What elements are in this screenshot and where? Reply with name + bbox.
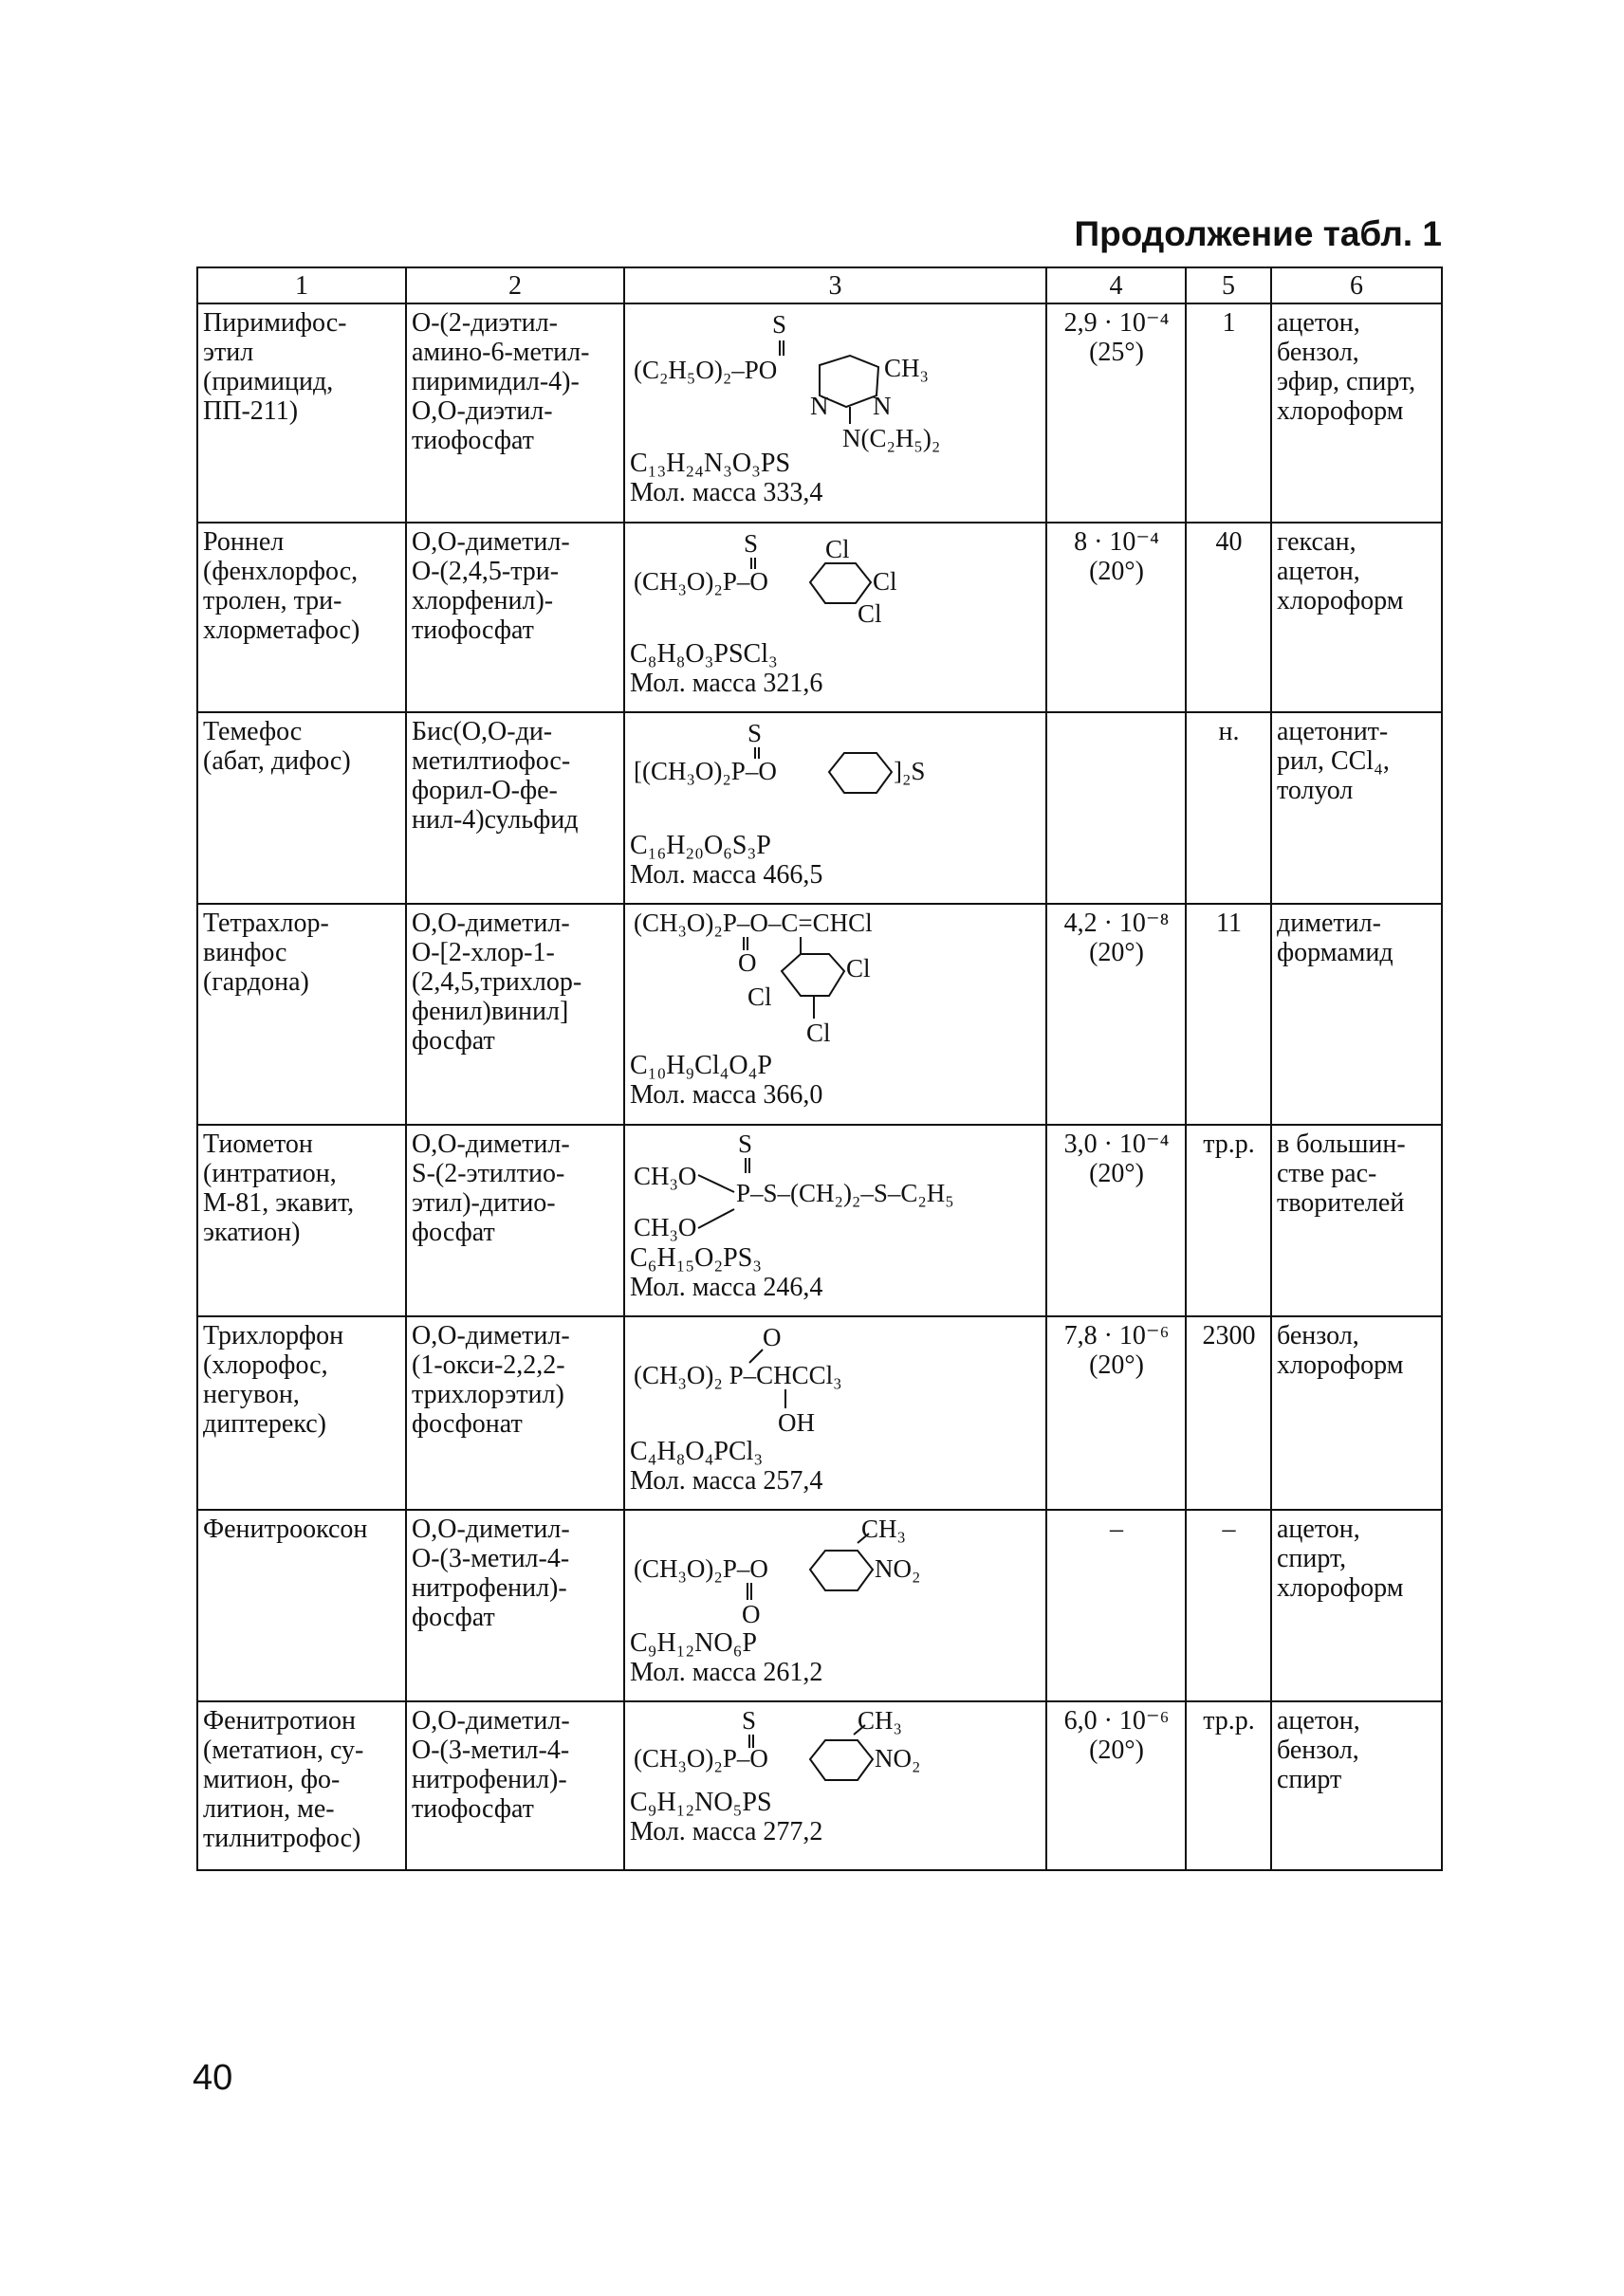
- molecular-mass: Мол. масса 246,4: [630, 1272, 823, 1302]
- svg-text:CH₃O: CH₃O: [634, 1212, 697, 1241]
- pesticide-name: Пиримифос- этил (примицид, ПП-211): [197, 303, 406, 523]
- water-solubility: 2300: [1186, 1316, 1271, 1510]
- svg-text:(CH₃O)₂P–O: (CH₃O)₂P–O: [634, 566, 768, 596]
- vapor-pressure: 4,2 · 10⁻⁸ (20°): [1046, 904, 1186, 1125]
- water-solubility: тр.р.: [1186, 1701, 1271, 1870]
- vapor-pressure: 8 · 10⁻⁴ (20°): [1046, 523, 1186, 712]
- svg-text:N(C₂H₅)₂: N(C₂H₅)₂: [842, 424, 941, 452]
- structure-cell: [624, 1316, 1046, 1510]
- svg-text:Cl: Cl: [873, 566, 897, 596]
- molecular-formula: C₄H₈O₄PCl₃: [630, 1436, 764, 1466]
- water-solubility: тр.р.: [1186, 1125, 1271, 1316]
- structural-formula: [630, 1706, 1042, 1788]
- structural-formula: [630, 909, 1042, 1051]
- table-row: [197, 303, 1442, 523]
- solvents: ацетонит- рил, CCl₄, толуол: [1271, 712, 1442, 904]
- svg-text:N: N: [873, 392, 892, 420]
- svg-text:(CH₃O)₂P–O–C=CHCl: (CH₃O)₂P–O–C=CHCl: [634, 909, 873, 937]
- svg-text:CH₃: CH₃: [884, 354, 929, 382]
- table-row: [197, 1316, 1442, 1510]
- molecular-mass: Мол. масса 277,2: [630, 1817, 823, 1847]
- vapor-pressure: 6,0 · 10⁻⁶ (20°): [1046, 1701, 1186, 1870]
- pesticide-table: [196, 266, 1443, 1871]
- water-solubility: –: [1186, 1510, 1271, 1701]
- structural-formula: [630, 308, 1042, 452]
- chemical-name: О,О-диметил- О-(2,4,5-три- хлорфенил)- тиофосфат: [406, 523, 624, 712]
- molecular-formula: C₁₆H₂₀O₆S₃P: [630, 830, 771, 860]
- solvents: диметил- формамид: [1271, 904, 1442, 1125]
- chemical-name: Бис(О,О-ди- метилтиофос- форил-О-фе- нил-4)сульфид: [406, 712, 624, 904]
- table-row: [197, 1125, 1442, 1316]
- column-header: 5: [1186, 267, 1271, 303]
- pesticide-name: Фенитротион (метатион, су- митион, фо- литион, ме- тилнитрофос): [197, 1701, 406, 1870]
- chemical-name: О-(2-диэтил- амино-6-метил- пиримидил-4)- О,О-диэтил- тиофосфат: [406, 303, 624, 523]
- solvents: ацетон, спирт, хлороформ: [1271, 1510, 1442, 1701]
- structure-cell: [624, 1125, 1046, 1316]
- molecular-mass: Мол. масса 257,4: [630, 1465, 823, 1496]
- structural-formula: [630, 1321, 1042, 1437]
- molecular-mass: Мол. масса 366,0: [630, 1080, 823, 1110]
- molecular-formula: C₁₃H₂₄N₃O₃PS: [630, 449, 791, 478]
- svg-text:O: O: [742, 1600, 761, 1629]
- column-header: 4: [1046, 267, 1186, 303]
- table-row: [197, 1510, 1442, 1701]
- molecular-mass: Мол. масса 261,2: [630, 1658, 823, 1688]
- vapor-pressure: 2,9 · 10⁻⁴ (25°): [1046, 303, 1186, 523]
- table-row: [197, 904, 1442, 1125]
- page-number: 40: [193, 2058, 233, 2098]
- chemical-name: О,О-диметил- S-(2-этилтио- этил)-дитио- фосфат: [406, 1125, 624, 1316]
- svg-text:(C₂H₅O)₂–PO: (C₂H₅O)₂–PO: [634, 356, 778, 384]
- structure-cell: [624, 303, 1046, 523]
- solvents: гексан, ацетон, хлороформ: [1271, 523, 1442, 712]
- water-solubility: 1: [1186, 303, 1271, 523]
- vapor-pressure: 7,8 · 10⁻⁶ (20°): [1046, 1316, 1186, 1510]
- structural-formula: [630, 717, 1042, 831]
- svg-text:P–S–(CH₂)₂–S–C₂H₅: P–S–(CH₂)₂–S–C₂H₅: [736, 1178, 954, 1207]
- svg-text:OH: OH: [778, 1407, 815, 1437]
- molecular-mass: Мол. масса 466,5: [630, 859, 823, 890]
- chemical-name: О,О-диметил- (1-окси-2,2,2- трихлорэтил) фосфонат: [406, 1316, 624, 1510]
- chemical-name: О,О-диметил- О-[2-хлор-1- (2,4,5,трихлор- фенил)винил] фосфат: [406, 904, 624, 1125]
- svg-text:S: S: [772, 310, 787, 339]
- solvents: ацетон, бензол, спирт: [1271, 1701, 1442, 1870]
- svg-text:S: S: [744, 528, 759, 558]
- svg-text:Cl: Cl: [858, 598, 882, 628]
- pesticide-name: Тетрахлор- винфос (гардона): [197, 904, 406, 1125]
- structure-cell: [624, 1510, 1046, 1701]
- structure-cell: [624, 1701, 1046, 1870]
- pesticide-name: Темефос (абат, дифос): [197, 712, 406, 904]
- svg-text:Cl: Cl: [806, 1019, 831, 1047]
- column-header: 1: [197, 267, 406, 303]
- vapor-pressure: –: [1046, 1510, 1186, 1701]
- table-row: [197, 1701, 1442, 1870]
- molecular-mass: Мол. масса 321,6: [630, 668, 823, 698]
- svg-text:Cl: Cl: [825, 534, 850, 563]
- svg-text:NO₂: NO₂: [875, 1744, 921, 1773]
- structural-formula: [630, 1130, 1042, 1243]
- svg-text:S: S: [747, 718, 763, 747]
- svg-text:N: N: [810, 392, 829, 420]
- pesticide-name: Трихлорфон (хлорофос, негувон, диптерекс): [197, 1316, 406, 1510]
- water-solubility: 11: [1186, 904, 1271, 1125]
- svg-text:S: S: [742, 1706, 757, 1736]
- structural-formula: [630, 1515, 1042, 1628]
- molecular-formula: C₁₀H₉Cl₄O₄P: [630, 1051, 772, 1080]
- table-caption: Продолжение табл. 1: [1074, 214, 1442, 253]
- molecular-formula: C₉H₁₂NO₅PS: [630, 1788, 772, 1818]
- water-solubility: 40: [1186, 523, 1271, 712]
- structural-formula: [630, 527, 1042, 639]
- solvents: бензол, хлороформ: [1271, 1316, 1442, 1510]
- svg-text:CH₃: CH₃: [858, 1706, 902, 1736]
- header-row: [197, 267, 1442, 303]
- svg-text:Cl: Cl: [747, 983, 772, 1011]
- svg-text:]₂S: ]₂S: [894, 756, 926, 785]
- svg-text:[(CH₃O)₂P–O: [(CH₃O)₂P–O: [634, 756, 777, 785]
- svg-text:O: O: [763, 1322, 782, 1351]
- structure-cell: [624, 523, 1046, 712]
- table-row: [197, 712, 1442, 904]
- svg-text:O: O: [738, 948, 757, 977]
- svg-text:(CH₃O)₂P–O: (CH₃O)₂P–O: [634, 1744, 768, 1773]
- solvents: ацетон, бензол, эфир, спирт, хлороформ: [1271, 303, 1442, 523]
- molecular-mass: Мол. масса 333,4: [630, 478, 823, 507]
- solvents: в большин- стве рас- творителей: [1271, 1125, 1442, 1316]
- vapor-pressure: [1046, 712, 1186, 904]
- molecular-formula: C₆H₁₅O₂PS₃: [630, 1242, 763, 1273]
- svg-text:Cl: Cl: [846, 954, 871, 983]
- structure-cell: [624, 904, 1046, 1125]
- molecular-formula: C₈H₈O₃PSCl₃: [630, 638, 778, 669]
- vapor-pressure: 3,0 · 10⁻⁴ (20°): [1046, 1125, 1186, 1316]
- svg-text:S: S: [738, 1129, 753, 1158]
- svg-text:CH₃: CH₃: [861, 1515, 906, 1544]
- pesticide-name: Тиометон (интратион, М-81, экавит, экатион): [197, 1125, 406, 1316]
- column-header: 6: [1271, 267, 1442, 303]
- structure-cell: [624, 712, 1046, 904]
- chemical-name: О,О-диметил- О-(3-метил-4- нитрофенил)- тиофосфат: [406, 1701, 624, 1870]
- svg-text:(CH₃O)₂P–O: (CH₃O)₂P–O: [634, 1554, 768, 1584]
- table-row: [197, 523, 1442, 712]
- svg-text:(CH₃O)₂ P–CHCCl₃: (CH₃O)₂ P–CHCCl₃: [634, 1360, 842, 1389]
- molecular-formula: C₉H₁₂NO₆P: [630, 1628, 757, 1659]
- column-header: 3: [624, 267, 1046, 303]
- svg-text:NO₂: NO₂: [875, 1554, 921, 1584]
- water-solubility: н.: [1186, 712, 1271, 904]
- column-header: 2: [406, 267, 624, 303]
- chemical-name: О,О-диметил- О-(3-метил-4- нитрофенил)- фосфат: [406, 1510, 624, 1701]
- pesticide-name: Фенитрооксон: [197, 1510, 406, 1701]
- pesticide-name: Роннел (фенхлорфос, тролен, три- хлорметафос): [197, 523, 406, 712]
- svg-text:CH₃O: CH₃O: [634, 1161, 697, 1190]
